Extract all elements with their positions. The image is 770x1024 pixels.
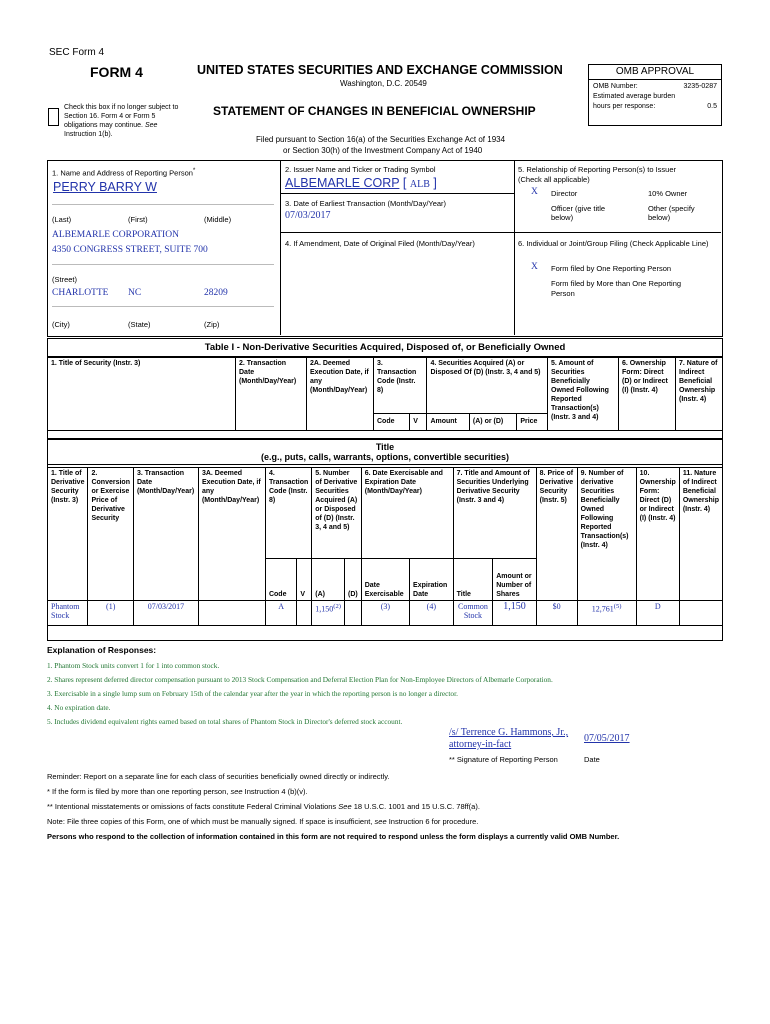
signature-label: ** Signature of Reporting Person bbox=[449, 755, 558, 764]
omb-hours-value: 0.5 bbox=[707, 103, 717, 110]
omb-approval-box bbox=[588, 64, 722, 126]
omb-hours-row bbox=[589, 100, 721, 110]
t1-sub-amount: Amount bbox=[427, 413, 469, 430]
f3a: Note: File three copies of this Form, one of which must be manually signed. If space is insufficient, bbox=[47, 817, 373, 826]
officer-label: Officer (give title below) bbox=[551, 204, 606, 222]
t2-row-owned-value: 12,761 bbox=[591, 604, 614, 614]
f2a: ** Intentional misstatements or omissions of facts constitute Federal Criminal Violations bbox=[47, 802, 337, 811]
divider-3 bbox=[280, 193, 514, 194]
ticker-symbol: ALB bbox=[409, 179, 430, 190]
one-person-label: Form filed by One Reporting Person bbox=[551, 264, 672, 273]
t2-sub-title: Title bbox=[453, 559, 493, 601]
washington-text: Washington, D.C. 20549 bbox=[340, 79, 427, 88]
note-1: 1. Phantom Stock units convert 1 for 1 into common stock. bbox=[47, 661, 220, 670]
f2b: See bbox=[338, 802, 352, 811]
t2-row-v bbox=[297, 601, 312, 626]
address-line-1: ALBEMARLE CORPORATION bbox=[52, 230, 179, 240]
t2-row-amount-footnote: (2) bbox=[333, 603, 342, 610]
last-label: (Last) bbox=[52, 215, 72, 224]
table-1-title: Table I - Non-Derivative Securities Acquired, Disposed of, or Beneficially Owned bbox=[48, 339, 722, 357]
footer-note-2 bbox=[47, 799, 727, 814]
t2-col-form: 10. Ownership Form: Direct (D) or Indirect (I) (Instr. 4) bbox=[636, 468, 679, 601]
ticker-bracket-left: [ bbox=[402, 176, 407, 190]
t2-row-date: 07/03/2017 bbox=[133, 601, 198, 626]
reporting-person-name[interactable]: PERRY BARRY W bbox=[53, 180, 157, 194]
omb-number-value: 3235-0287 bbox=[683, 83, 717, 90]
explanation-notes bbox=[47, 659, 553, 729]
amendment-label: 4. If Amendment, Date of Original Filed (Month/Day/Year) bbox=[285, 239, 475, 248]
sec-form-label: SEC Form 4 bbox=[49, 47, 105, 58]
t2-col-price: 8. Price of Derivative Security (Instr. 5) bbox=[536, 468, 577, 601]
t2-col-deemed: 3A. Deemed Execution Date, if any (Month/Day/Year) bbox=[198, 468, 265, 601]
director-check[interactable]: X bbox=[531, 187, 538, 197]
city-label: (City) bbox=[52, 320, 70, 329]
t2-col-title: 1. Title of Derivative Security (Instr. 3) bbox=[48, 468, 88, 601]
checkbox-text: Check this box if no longer subject to Section 16. Form 4 or Form 5 obligations may continue. bbox=[64, 104, 179, 129]
footer-reminder: Reminder: Report on a separate line for each class of securities beneficially owned directly or indirectly. bbox=[47, 772, 390, 781]
table-2-title: Title bbox=[375, 442, 395, 452]
zip-value: 28209 bbox=[204, 288, 228, 298]
footer-omb-notice: Persons who respond to the collection of information contained in this form are not required to respond unless the form displays a currently valid OMB Number. bbox=[47, 832, 620, 841]
t2-col-nature: 11. Nature of Indirect Beneficial Ownership (Instr. 4) bbox=[679, 468, 722, 601]
state-label: (State) bbox=[128, 320, 151, 329]
issuer-name-row bbox=[285, 176, 437, 190]
t2-sub-code: Code bbox=[265, 559, 296, 601]
table-2-subtitle: (e.g., puts, calls, warrants, options, convertible securities) bbox=[48, 452, 722, 465]
f1c: Instruction 4 (b)(v). bbox=[244, 787, 308, 796]
table-row bbox=[48, 601, 723, 626]
t2-row-exercisable: (3) bbox=[361, 601, 409, 626]
first-label: (First) bbox=[128, 215, 148, 224]
checkbox-instr: Instruction 1(b). bbox=[64, 131, 113, 138]
omb-number-row bbox=[589, 80, 721, 90]
note-3: 3. Exercisable in a single lump sum on February 15th of the calendar year after the year in which the reporting person is no longer a director. bbox=[47, 689, 458, 698]
t2-row-title: Common Stock bbox=[453, 601, 493, 626]
no-longer-subject-checkbox[interactable] bbox=[48, 108, 59, 126]
t1-sub-v: V bbox=[410, 413, 427, 430]
t2-col-owned: 9. Number of derivative Securities Beneficially Owned Following Reported Transaction(s) (Instr. 4) bbox=[577, 468, 636, 601]
earliest-date-value: 07/03/2017 bbox=[285, 210, 331, 221]
t2-row-security: Phantom Stock bbox=[48, 601, 88, 626]
t1-sub-price: Price bbox=[517, 413, 548, 430]
table-1-grid bbox=[47, 357, 723, 431]
explanation-title: Explanation of Responses: bbox=[47, 645, 157, 655]
t1-sub-aord: (A) or (D) bbox=[469, 413, 516, 430]
signature-date: 07/05/2017 bbox=[584, 733, 630, 744]
t1-col-code: 3. Transaction Code (Instr. 8) bbox=[374, 358, 427, 414]
t2-row-d bbox=[345, 601, 362, 626]
date-label: Date bbox=[584, 755, 600, 764]
t2-col-date: 3. Transaction Date (Month/Day/Year) bbox=[133, 468, 198, 601]
t2-row-nature bbox=[679, 601, 722, 626]
issuer-label: 2. Issuer Name and Ticker or Trading Symbol bbox=[285, 165, 436, 174]
t2-sub-exercisable: Date Exercisable bbox=[361, 559, 409, 601]
f2c: 18 U.S.C. 1001 and 15 U.S.C. 78ff(a). bbox=[353, 802, 480, 811]
t1-col-title: 1. Title of Security (Instr. 3) bbox=[48, 358, 236, 431]
signature-name: /s/ Terrence G. Hammons, Jr., attorney-in-fact bbox=[449, 727, 569, 750]
city-line bbox=[52, 306, 274, 307]
checkbox-description bbox=[64, 103, 190, 139]
t2-sub-v: V bbox=[297, 559, 312, 601]
divider-2 bbox=[514, 160, 515, 335]
state-value: NC bbox=[128, 288, 142, 298]
other-label: Other (specify below) bbox=[648, 204, 695, 222]
form-title: FORM 4 bbox=[90, 64, 143, 80]
more-person-label: Form filed by More than One Reporting Person bbox=[551, 279, 682, 298]
t1-col-securities: 4. Securities Acquired (A) or Disposed Of (D) (Instr. 3, 4 and 5) bbox=[427, 358, 548, 414]
name-line bbox=[52, 204, 274, 205]
t2-col-number: 5. Number of Derivative Securities Acquired (A) or Disposed of (D) (Instr. 3, 4 and 5) bbox=[312, 468, 361, 559]
t1-col-date: 2. Transaction Date (Month/Day/Year) bbox=[236, 358, 307, 431]
t2-row-conversion: (1) bbox=[88, 601, 134, 626]
t2-row-amount bbox=[312, 601, 345, 626]
relationship-sub: (Check all applicable) bbox=[518, 175, 590, 184]
note-4: 4. No expiration date. bbox=[47, 703, 111, 712]
address-line-2: 4350 CONGRESS STREET, SUITE 700 bbox=[52, 245, 208, 255]
t2-row-owned-footnote: (5) bbox=[613, 603, 622, 610]
issuer-name[interactable]: ALBEMARLE CORP bbox=[285, 176, 400, 190]
note-5: 5. Includes dividend equivalent rights earned based on total shares of Phantom Stock in Director's deferred stock account. bbox=[47, 717, 403, 726]
zip-label: (Zip) bbox=[204, 320, 220, 329]
t2-col-exercisable: 6. Date Exercisable and Expiration Date (Month/Day/Year) bbox=[361, 468, 453, 559]
f1a: * If the form is filed by more than one reporting person, bbox=[47, 787, 229, 796]
middle-label: (Middle) bbox=[204, 215, 232, 224]
reporting-asterisk: * bbox=[192, 167, 196, 174]
t2-row-price: $0 bbox=[536, 601, 577, 626]
reporting-label-text: 1. Name and Address of Reporting Person bbox=[52, 168, 193, 178]
t1-col-amount: 5. Amount of Securities Beneficially Owned Following Reported Transaction(s) (Instr. 3 and 4) bbox=[548, 358, 619, 431]
relationship-label: 5. Relationship of Reporting Person(s) to Issuer bbox=[518, 165, 676, 174]
address-line bbox=[52, 264, 274, 265]
ten-percent-label: 10% Owner bbox=[648, 189, 688, 198]
t2-col-code: 4. Transaction Code (Instr. 8) bbox=[265, 468, 311, 559]
t2-row-shares: 1,150 bbox=[493, 601, 536, 626]
reporting-person-label bbox=[52, 167, 195, 178]
omb-burden-label: Estimated average burden bbox=[593, 93, 676, 100]
statement-title: STATEMENT OF CHANGES IN BENEFICIAL OWNERSHIP bbox=[213, 104, 536, 118]
t1-sub-code: Code bbox=[374, 413, 410, 430]
filed-pursuant-2: or Section 30(h) of the Investment Company Act of 1940 bbox=[283, 146, 483, 155]
t2-row-amount-value: 1,150 bbox=[315, 604, 334, 614]
t2-row-expiration: (4) bbox=[410, 601, 454, 626]
omb-title: OMB APPROVAL bbox=[589, 65, 721, 80]
table-2-grid bbox=[47, 467, 723, 626]
t2-row-code: A bbox=[265, 601, 296, 626]
earliest-date-label: 3. Date of Earliest Transaction (Month/Day/Year) bbox=[285, 199, 447, 208]
t2-sub-a: (A) bbox=[312, 559, 345, 601]
t2-row-owned bbox=[577, 601, 636, 626]
checkbox-see: See bbox=[144, 122, 158, 129]
t2-sub-expiration: Expiration Date bbox=[410, 559, 454, 601]
filing-label: 6. Individual or Joint/Group Filing (Check Applicable Line) bbox=[518, 239, 709, 248]
f3c: Instruction 6 for procedure. bbox=[388, 817, 479, 826]
t2-col-underlying: 7. Title and Amount of Securities Underlying Derivative Security (Instr. 3 and 4) bbox=[453, 468, 536, 559]
director-label: Director bbox=[551, 189, 578, 198]
commission-title: UNITED STATES SECURITIES AND EXCHANGE COMMISSION bbox=[197, 63, 563, 77]
t2-sub-d: (D) bbox=[345, 559, 362, 601]
footer-note-1 bbox=[47, 784, 727, 799]
t1-col-ownership: 6. Ownership Form: Direct (D) or Indirect (I) (Instr. 4) bbox=[619, 358, 676, 431]
footer-note-3 bbox=[47, 814, 727, 829]
divider-1 bbox=[280, 160, 281, 335]
f1b: see bbox=[230, 787, 243, 796]
omb-hours-label: hours per response: bbox=[593, 103, 656, 110]
ticker-bracket-right: ] bbox=[433, 176, 437, 190]
filed-pursuant-1: Filed pursuant to Section 16(a) of the Securities Exchange Act of 1934 bbox=[256, 135, 506, 144]
city-value: CHARLOTTE bbox=[52, 288, 109, 298]
f3b: see bbox=[374, 817, 387, 826]
divider-4 bbox=[280, 232, 721, 233]
t2-sub-shares: Amount or Number of Shares bbox=[493, 559, 536, 601]
omb-number-label: OMB Number: bbox=[593, 83, 638, 90]
t2-row-form: D bbox=[636, 601, 679, 626]
street-label: (Street) bbox=[52, 275, 78, 284]
note-2: 2. Shares represent deferred director compensation pursuant to 2013 Stock Compensation and Deferral Election Plan for Non-Employee Directors of Albemarle Corporation. bbox=[47, 675, 553, 684]
t1-col-nature: 7. Nature of Indirect Beneficial Ownership (Instr. 4) bbox=[676, 358, 723, 431]
t2-row-deemed bbox=[198, 601, 265, 626]
footer-notes bbox=[47, 769, 727, 844]
t1-col-deemed: 2A. Deemed Execution Date, if any (Month/Day/Year) bbox=[307, 358, 374, 431]
t2-col-conversion: 2. Conversion or Exercise Price of Derivative Security bbox=[88, 468, 134, 601]
one-person-check[interactable]: X bbox=[531, 262, 538, 272]
